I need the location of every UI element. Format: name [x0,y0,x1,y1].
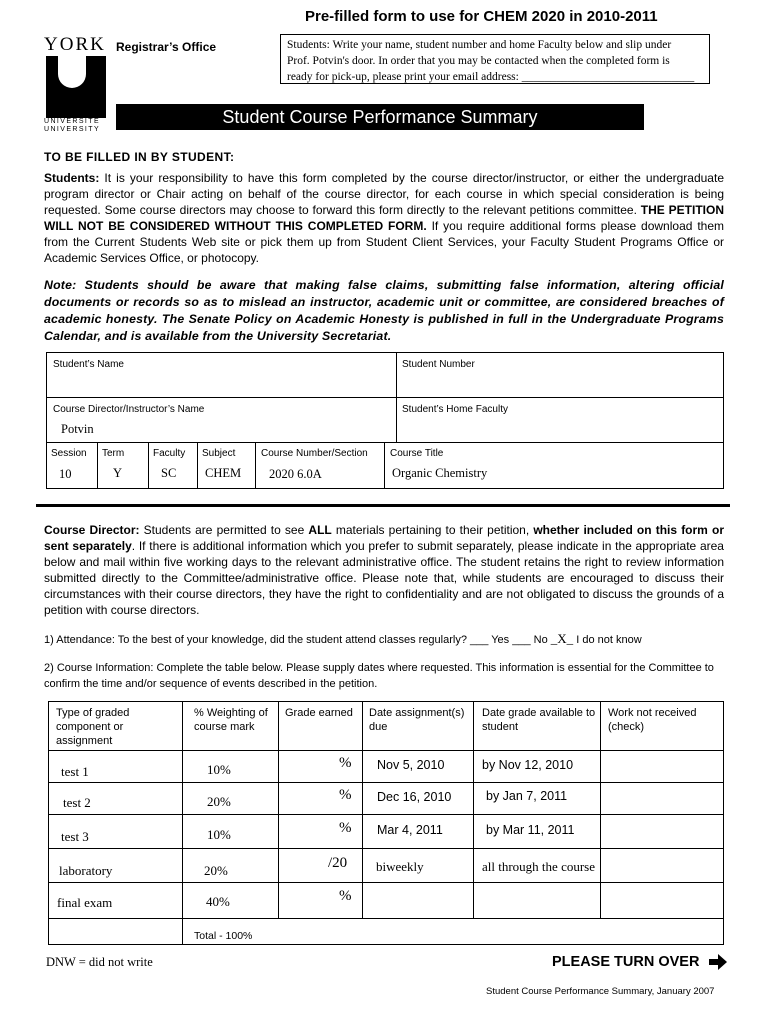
course-number-label: Course Number/Section [261,448,368,459]
faculty-value[interactable]: SC [161,466,177,480]
row3-due[interactable]: Mar 4, 2011 [377,823,443,837]
students-text-2: If you require additional forms please download them from the Current Students Web site or pick them up from Student Client Services, your Faculty Student Programs Office or Academic Services Office, or photocopy. [44,219,724,265]
column-divider [396,353,397,442]
row3-grade[interactable]: % [339,820,352,836]
row-divider [49,848,723,849]
course-information-question: 2) Course Information: Complete the table below. Please supply dates where requested. This information is essential for the Committee to confirm the time and/or sequence of events described in the petition. [44,662,714,690]
arrow-right-icon [708,953,728,971]
student-info-table [46,352,724,489]
subject-value[interactable]: CHEM [205,466,242,480]
grade-header: Grade earned [285,707,353,719]
student-notice-box [280,34,710,84]
subject-label: Subject [202,448,236,459]
row2-weight[interactable]: 20% [207,794,231,809]
row4-due[interactable]: biweekly [376,859,424,874]
row3-available[interactable]: by Mar 11, 2011 [486,823,575,837]
student-name-label: Student’s Name [53,359,124,370]
column-divider [197,442,198,488]
total-weight: Total - 100% [194,930,253,942]
column-divider [384,442,385,488]
row4-grade[interactable]: /20 [328,855,348,871]
cd-text-2: materials pertaining to their petition, [331,523,534,537]
section-divider [36,504,730,507]
home-faculty-label: Student’s Home Faculty [402,404,508,415]
row1-available[interactable]: by Nov 12, 2010 [482,758,574,772]
column-divider [278,702,279,918]
academic-honesty-note: Note: Students should be aware that making false claims, submitting false information, altering official documents or records so as to mislead an instructor, academic unit or committee, are considered breaches of academic honesty. The Senate Policy on Academic Honesty is published in full in the Undergraduate Programs Calendar, and is available from the University Secretariat. [44,278,724,343]
row3-type[interactable]: test 3 [61,829,89,844]
row2-grade[interactable]: % [339,787,352,803]
weight-header: % Weighting of course mark [194,707,268,733]
column-divider [473,702,474,918]
attendance-text: 1) Attendance: To the best of your knowledge, did the student attend classes regularly? ___ Yes ___ No [44,634,551,646]
students-lead: Students: [44,171,100,185]
logo-u-cutout [58,56,86,88]
logo-york-text: YORK [44,34,106,55]
row1-due[interactable]: Nov 5, 2010 [377,758,445,772]
column-divider [255,442,256,488]
row2-type[interactable]: test 2 [63,795,91,810]
students-paragraph [44,170,724,266]
cd-lead: Course Director: [44,523,140,537]
york-university-logo [44,34,110,133]
notice-line-3[interactable]: ready for pick-up, please print your email address: ______________________________ [287,71,695,83]
please-turn-over: PLEASE TURN OVER [552,954,700,970]
dnw-legend: DNW = did not write [46,955,153,969]
row1-grade[interactable]: % [339,755,352,771]
course-title-value[interactable]: Organic Chemistry [392,466,488,480]
column-divider [600,702,601,918]
students-bold-warning: THE PETITION WILL NOT BE CONSIDERED WITHOUT THIS COMPLETED FORM. [44,203,724,233]
to-be-filled-heading: TO BE FILLED IN BY STUDENT: [44,150,235,164]
course-director-paragraph [44,522,724,618]
row2-available[interactable]: by Jan 7, 2011 [486,789,568,803]
term-label: Term [102,448,125,459]
cd-text-1: Students are permitted to see [139,523,309,537]
work-header: Work not received (check) [608,707,697,733]
row1-weight[interactable]: 10% [207,762,231,777]
form-title: Student Course Performance Summary [116,104,644,130]
row-divider [49,750,723,751]
prefilled-heading: Pre-filled form to use for CHEM 2020 in 2010-2011 [305,8,658,25]
row3-weight[interactable]: 10% [207,827,231,842]
logo-university: UNIVERSITY [44,126,101,133]
row5-grade[interactable]: % [339,888,352,904]
course-number-value[interactable]: 2020 6.0A [269,467,322,481]
row-divider [49,814,723,815]
grades-table [48,701,724,945]
row-divider [49,782,723,783]
logo-universite: UNIVERSITÉ [44,118,101,125]
row-divider [49,918,723,919]
registrar-office: Registrar’s Office [116,40,217,54]
available-header: Date grade available to student [482,707,596,733]
notice-line-1: Students: Write your name, student number and home Faculty below and slip under [287,39,672,51]
due-header: Date assignment(s) due [369,707,465,733]
column-divider [148,442,149,488]
students-text-1: It is your responsibility to have this form completed by the course director/instructor, or either the undergraduate program director or Chair acting on behalf of the course director, for each course in which special consideration is being requested. Some course directors may choose to forward this form directly to the relevant petitions committee. [44,171,724,217]
column-divider [182,702,183,944]
row4-available[interactable]: all through the course [482,859,595,874]
cd-all: ALL [308,523,332,537]
course-director-value[interactable]: Potvin [61,422,94,436]
form-footer: Student Course Performance Summary, January 2007 [486,986,715,997]
row-divider [49,882,723,883]
faculty-label: Faculty [153,448,186,459]
cd-text-3: . If there is additional information which you prefer to submit separately, please indicate in the appropriate area below and mail within five working days to the relevant administrative office. The student retains the right to review information submitted directly to the Committee/administrative office. Please note that, while students are encouraged to discuss their circumstances with their course directors, they have the right to confidentiality and are not obligated to discuss the grounds of a petition with course directors. [44,539,724,617]
row-divider [47,397,723,398]
cd-bold-2: whether included on this form or sent separately [44,523,724,553]
row5-weight[interactable]: 40% [206,894,230,909]
attendance-question [44,631,642,647]
attendance-x-mark[interactable]: _X_ [550,631,574,646]
type-header: Type of graded component or assignment [56,707,130,747]
course-director-label: Course Director/Instructor’s Name [53,404,205,415]
student-number-label: Student Number [402,359,475,370]
column-divider [97,442,98,488]
row2-due[interactable]: Dec 16, 2010 [377,790,452,804]
column-divider [362,702,363,918]
logo-university-text [44,118,100,134]
row1-type[interactable]: test 1 [61,764,89,779]
attendance-tail: I do not know [573,634,642,646]
row4-weight[interactable]: 20% [204,863,228,878]
session-value[interactable]: 10 [59,467,72,481]
term-value[interactable]: Y [113,466,123,480]
session-label: Session [51,448,87,459]
notice-line-2: Prof. Potvin's door. In order that you may be contacted when the completed form is [287,55,670,67]
course-title-label: Course Title [390,448,444,459]
row5-type[interactable]: final exam [57,895,113,910]
row4-type[interactable]: laboratory [59,863,113,878]
